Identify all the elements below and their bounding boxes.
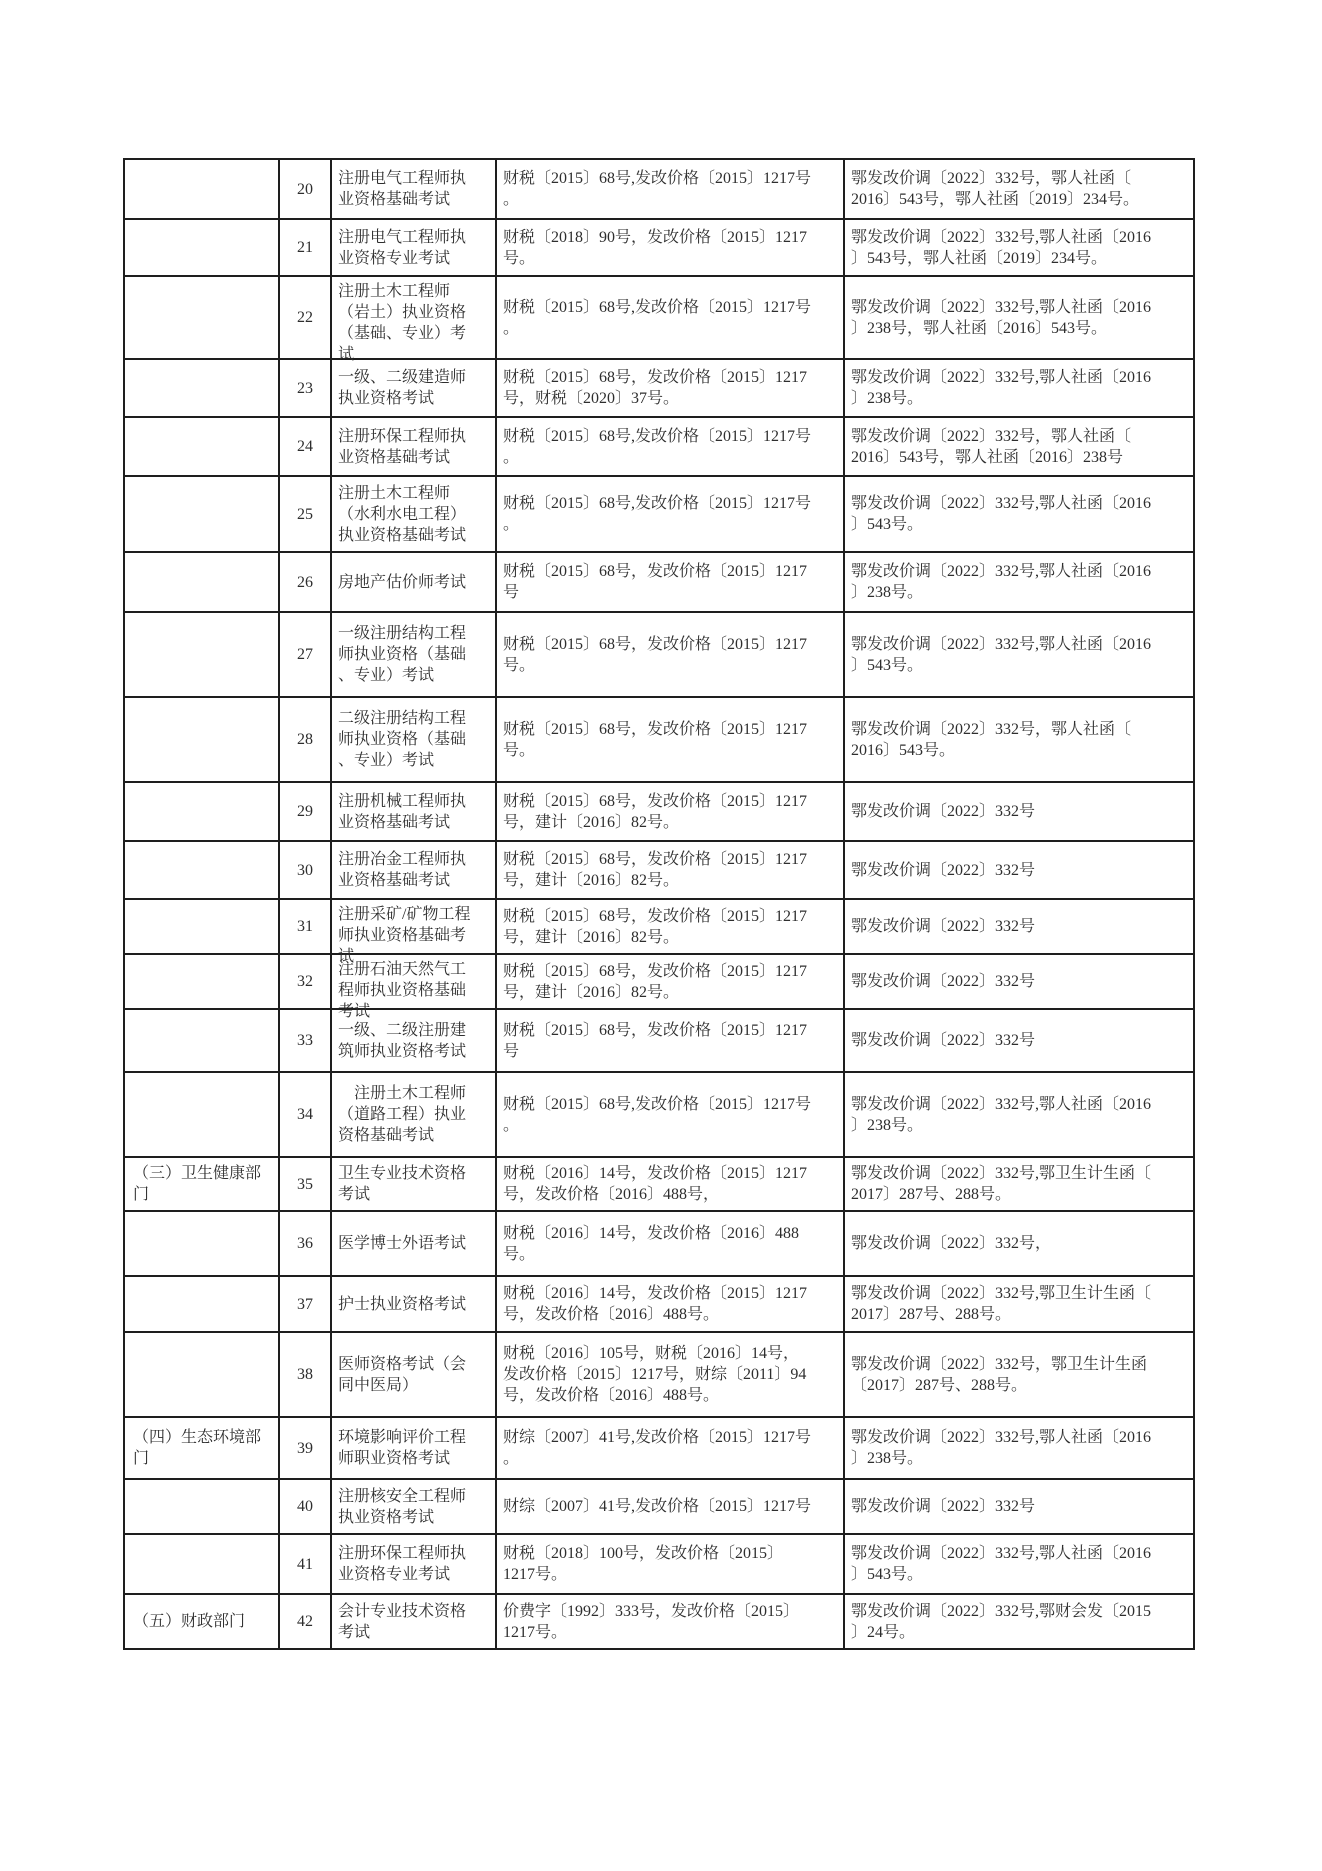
category-cell <box>124 954 279 1009</box>
fee-basis-cell: 财税〔2016〕105号，财税〔2016〕14号， 发改价格〔2015〕1217号，财综〔2011〕94 号，发改价格〔2016〕488号。 <box>496 1332 844 1417</box>
pricing-documents-cell: 鄂发改价调〔2022〕332号,鄂人社函〔2016 〕543号。 <box>844 1534 1194 1594</box>
fee-basis-cell: 财税〔2015〕68号，发改价格〔2015〕1217 号 <box>496 1009 844 1072</box>
table-row <box>124 1417 1194 1479</box>
category-cell <box>124 276 279 359</box>
row-number: 34 <box>279 1072 331 1157</box>
table-row <box>124 1594 1194 1649</box>
row-number: 27 <box>279 612 331 697</box>
category-cell <box>124 697 279 782</box>
category-cell <box>124 476 279 552</box>
pricing-documents-cell: 鄂发改价调〔2022〕332号 <box>844 899 1194 954</box>
pricing-documents-cell: 鄂发改价调〔2022〕332号， <box>844 1211 1194 1276</box>
fee-basis-cell: 财税〔2015〕68号，发改价格〔2015〕1217 号，建计〔2016〕82号。 <box>496 782 844 841</box>
exam-fee-table <box>123 158 1195 1650</box>
exam-name-cell: 卫生专业技术资格 考试 <box>331 1157 496 1211</box>
fee-basis-cell: 财税〔2015〕68号，发改价格〔2015〕1217 号 <box>496 552 844 612</box>
table-row <box>124 159 1194 219</box>
table-row <box>124 276 1194 359</box>
pricing-documents-cell: 鄂发改价调〔2022〕332号,鄂人社函〔2016 〕238号，鄂人社函〔2016〕543号。 <box>844 276 1194 359</box>
row-number: 39 <box>279 1417 331 1479</box>
table-row <box>124 1157 1194 1211</box>
category-cell <box>124 782 279 841</box>
row-number: 24 <box>279 417 331 476</box>
pricing-documents-cell: 鄂发改价调〔2022〕332号,鄂人社函〔2016 〕238号。 <box>844 1417 1194 1479</box>
pricing-documents-cell: 鄂发改价调〔2022〕332号,鄂人社函〔2016 〕238号。 <box>844 1072 1194 1157</box>
row-number: 35 <box>279 1157 331 1211</box>
exam-name-cell: 一级、二级建造师 执业资格考试 <box>331 359 496 417</box>
fee-basis-cell: 财税〔2015〕68号，发改价格〔2015〕1217 号。 <box>496 697 844 782</box>
row-number: 28 <box>279 697 331 782</box>
table-row <box>124 612 1194 697</box>
row-number: 25 <box>279 476 331 552</box>
exam-name-cell: 注册电气工程师执 业资格专业考试 <box>331 219 496 276</box>
row-number: 30 <box>279 841 331 899</box>
category-cell <box>124 1479 279 1534</box>
table-row <box>124 219 1194 276</box>
category-cell: （五）财政部门 <box>124 1594 279 1649</box>
fee-basis-cell: 财税〔2015〕68号,发改价格〔2015〕1217号 。 <box>496 476 844 552</box>
row-number: 29 <box>279 782 331 841</box>
exam-name-cell: 注册冶金工程师执 业资格基础考试 <box>331 841 496 899</box>
exam-name-cell: 二级注册结构工程 师执业资格（基础 、专业）考试 <box>331 697 496 782</box>
pricing-documents-cell: 鄂发改价调〔2022〕332号 <box>844 782 1194 841</box>
row-number: 20 <box>279 159 331 219</box>
fee-basis-cell: 财税〔2015〕68号,发改价格〔2015〕1217号 。 <box>496 276 844 359</box>
exam-name-cell: 医师资格考试（会 同中医局） <box>331 1332 496 1417</box>
category-cell <box>124 219 279 276</box>
category-cell: （四）生态环境部 门 <box>124 1417 279 1479</box>
exam-name-cell: 医学博士外语考试 <box>331 1211 496 1276</box>
table-row <box>124 1009 1194 1072</box>
row-number: 40 <box>279 1479 331 1534</box>
pricing-documents-cell: 鄂发改价调〔2022〕332号，鄂人社函〔 2016〕543号，鄂人社函〔2019〕234号。 <box>844 159 1194 219</box>
pricing-documents-cell: 鄂发改价调〔2022〕332号,鄂人社函〔2016 〕238号。 <box>844 552 1194 612</box>
row-number: 31 <box>279 899 331 954</box>
exam-name-cell: 护士执业资格考试 <box>331 1276 496 1332</box>
row-number: 21 <box>279 219 331 276</box>
category-cell <box>124 1211 279 1276</box>
pricing-documents-cell: 鄂发改价调〔2022〕332号,鄂人社函〔2016 〕543号。 <box>844 476 1194 552</box>
row-number: 33 <box>279 1009 331 1072</box>
exam-name-cell: 注册采矿/矿物工程 师执业资格基础考 试 <box>331 899 496 954</box>
table-row <box>124 417 1194 476</box>
pricing-documents-cell: 鄂发改价调〔2022〕332号,鄂人社函〔2016 〕238号。 <box>844 359 1194 417</box>
fee-basis-cell: 财税〔2015〕68号，发改价格〔2015〕1217 号，建计〔2016〕82号。 <box>496 954 844 1009</box>
pricing-documents-cell: 鄂发改价调〔2022〕332号,鄂人社函〔2016 〕543号，鄂人社函〔2019〕234号。 <box>844 219 1194 276</box>
table-row <box>124 1211 1194 1276</box>
row-number: 22 <box>279 276 331 359</box>
fee-basis-cell: 财税〔2016〕14号，发改价格〔2015〕1217 号，发改价格〔2016〕488号， <box>496 1157 844 1211</box>
fee-basis-cell: 财综〔2007〕41号,发改价格〔2015〕1217号 <box>496 1479 844 1534</box>
table-row <box>124 841 1194 899</box>
exam-name-cell: 会计专业技术资格 考试 <box>331 1594 496 1649</box>
exam-name-cell: 注册土木工程师 （道路工程）执业 资格基础考试 <box>331 1072 496 1157</box>
fee-basis-cell: 价费字〔1992〕333号，发改价格〔2015〕 1217号。 <box>496 1594 844 1649</box>
fee-basis-cell: 财税〔2015〕68号，发改价格〔2015〕1217 号，建计〔2016〕82号。 <box>496 899 844 954</box>
exam-name-cell: 注册环保工程师执 业资格基础考试 <box>331 417 496 476</box>
row-number: 32 <box>279 954 331 1009</box>
fee-basis-cell: 财税〔2018〕90号，发改价格〔2015〕1217 号。 <box>496 219 844 276</box>
exam-fee-table-body <box>124 159 1194 1649</box>
category-cell <box>124 552 279 612</box>
row-number: 42 <box>279 1594 331 1649</box>
pricing-documents-cell: 鄂发改价调〔2022〕332号,鄂卫生计生函〔 2017〕287号、288号。 <box>844 1157 1194 1211</box>
pricing-documents-cell: 鄂发改价调〔2022〕332号 <box>844 954 1194 1009</box>
fee-basis-cell: 财税〔2015〕68号,发改价格〔2015〕1217号 。 <box>496 1072 844 1157</box>
table-row <box>124 899 1194 954</box>
fee-basis-cell: 财综〔2007〕41号,发改价格〔2015〕1217号 。 <box>496 1417 844 1479</box>
exam-name-cell: 注册核安全工程师 执业资格考试 <box>331 1479 496 1534</box>
table-row <box>124 1072 1194 1157</box>
category-cell <box>124 1332 279 1417</box>
category-cell <box>124 159 279 219</box>
exam-name-cell: 一级、二级注册建 筑师执业资格考试 <box>331 1009 496 1072</box>
pricing-documents-cell: 鄂发改价调〔2022〕332号，鄂人社函〔 2016〕543号，鄂人社函〔2016〕238号 <box>844 417 1194 476</box>
pricing-documents-cell: 鄂发改价调〔2022〕332号，鄂卫生计生函 〔2017〕287号、288号。 <box>844 1332 1194 1417</box>
exam-name-cell: 注册环保工程师执 业资格专业考试 <box>331 1534 496 1594</box>
pricing-documents-cell: 鄂发改价调〔2022〕332号，鄂人社函〔 2016〕543号。 <box>844 697 1194 782</box>
pricing-documents-cell: 鄂发改价调〔2022〕332号 <box>844 841 1194 899</box>
category-cell <box>124 612 279 697</box>
fee-basis-cell: 财税〔2015〕68号,发改价格〔2015〕1217号 。 <box>496 417 844 476</box>
table-row <box>124 697 1194 782</box>
category-cell <box>124 359 279 417</box>
exam-name-cell: 一级注册结构工程 师执业资格（基础 、专业）考试 <box>331 612 496 697</box>
category-cell <box>124 1072 279 1157</box>
table-row <box>124 1479 1194 1534</box>
fee-basis-cell: 财税〔2016〕14号，发改价格〔2015〕1217 号，发改价格〔2016〕488号。 <box>496 1276 844 1332</box>
row-number: 23 <box>279 359 331 417</box>
table-row <box>124 359 1194 417</box>
table-row <box>124 1332 1194 1417</box>
table-row <box>124 552 1194 612</box>
row-number: 36 <box>279 1211 331 1276</box>
exam-name-cell: 环境影响评价工程 师职业资格考试 <box>331 1417 496 1479</box>
fee-basis-cell: 财税〔2015〕68号，发改价格〔2015〕1217 号，建计〔2016〕82号。 <box>496 841 844 899</box>
category-cell <box>124 1009 279 1072</box>
table-row <box>124 954 1194 1009</box>
exam-name-cell: 注册电气工程师执 业资格基础考试 <box>331 159 496 219</box>
fee-basis-cell: 财税〔2018〕100号，发改价格〔2015〕 1217号。 <box>496 1534 844 1594</box>
category-cell <box>124 899 279 954</box>
pricing-documents-cell: 鄂发改价调〔2022〕332号,鄂人社函〔2016 〕543号。 <box>844 612 1194 697</box>
category-cell <box>124 1534 279 1594</box>
exam-name-cell: 注册土木工程师 （岩土）执业资格 （基础、专业）考 试 <box>331 276 496 359</box>
table-row <box>124 1276 1194 1332</box>
fee-basis-cell: 财税〔2015〕68号，发改价格〔2015〕1217 号，财税〔2020〕37号。 <box>496 359 844 417</box>
row-number: 26 <box>279 552 331 612</box>
pricing-documents-cell: 鄂发改价调〔2022〕332号,鄂卫生计生函〔 2017〕287号、288号。 <box>844 1276 1194 1332</box>
fee-basis-cell: 财税〔2016〕14号，发改价格〔2016〕488 号。 <box>496 1211 844 1276</box>
table-row <box>124 1534 1194 1594</box>
category-cell <box>124 417 279 476</box>
pricing-documents-cell: 鄂发改价调〔2022〕332号,鄂财会发〔2015 〕24号。 <box>844 1594 1194 1649</box>
fee-basis-cell: 财税〔2015〕68号,发改价格〔2015〕1217号 。 <box>496 159 844 219</box>
row-number: 37 <box>279 1276 331 1332</box>
pricing-documents-cell: 鄂发改价调〔2022〕332号 <box>844 1009 1194 1072</box>
row-number: 41 <box>279 1534 331 1594</box>
row-number: 38 <box>279 1332 331 1417</box>
pricing-documents-cell: 鄂发改价调〔2022〕332号 <box>844 1479 1194 1534</box>
exam-name-cell: 注册土木工程师 （水利水电工程） 执业资格基础考试 <box>331 476 496 552</box>
category-cell: （三）卫生健康部 门 <box>124 1157 279 1211</box>
exam-name-cell: 注册石油天然气工 程师执业资格基础 考试 <box>331 954 496 1009</box>
category-cell <box>124 841 279 899</box>
table-row <box>124 782 1194 841</box>
table-row <box>124 476 1194 552</box>
exam-name-cell: 房地产估价师考试 <box>331 552 496 612</box>
fee-basis-cell: 财税〔2015〕68号，发改价格〔2015〕1217 号。 <box>496 612 844 697</box>
category-cell <box>124 1276 279 1332</box>
exam-name-cell: 注册机械工程师执 业资格基础考试 <box>331 782 496 841</box>
